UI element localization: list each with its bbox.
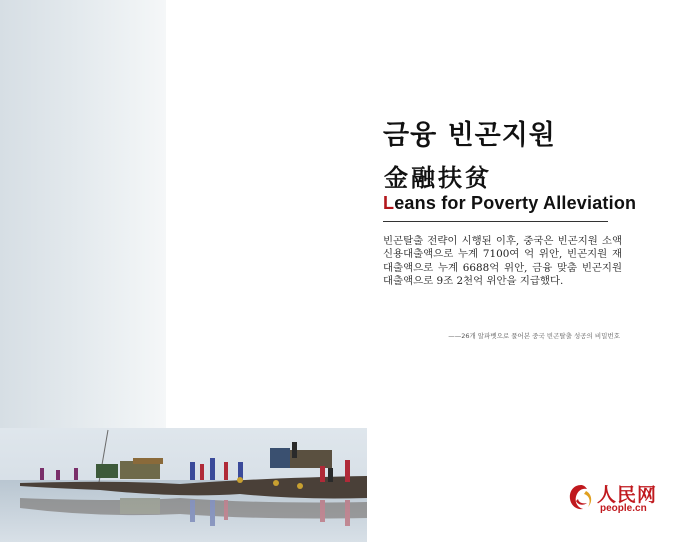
title-korean: 금융 빈곤지원: [383, 120, 556, 151]
sky-gradient-panel: [0, 0, 166, 428]
people-daily-logo: [566, 480, 666, 516]
title-english-rest: eans for Poverty Alleviation: [394, 193, 637, 213]
tidal-flat-photo: [0, 428, 367, 542]
photo-illustration: [0, 428, 367, 542]
title-divider: [383, 221, 608, 222]
people-daily-logo-icon: [566, 482, 596, 512]
source-caption: ——26개 알파벳으로 풀어본 중국 빈곤탈출 성공의 비밀번호: [448, 332, 620, 340]
body-paragraph: 빈곤탈출 전략이 시행된 이후, 중국은 빈곤지원 소액 신용대출액으로 누계 7100여 억 위안, 빈곤지원 재대출액으로 누계 6688억 위안, 금융 맞춤 빈곤지원 대출액으로 9조 2천억 위안을 지급했다.: [383, 235, 622, 288]
logo-url: people.cn: [600, 503, 647, 514]
logo-chinese-text: 人民网: [597, 484, 658, 506]
title-english-initial: L: [383, 193, 395, 213]
title-english: [383, 193, 636, 214]
title-chinese: 金融扶贫: [384, 164, 492, 192]
